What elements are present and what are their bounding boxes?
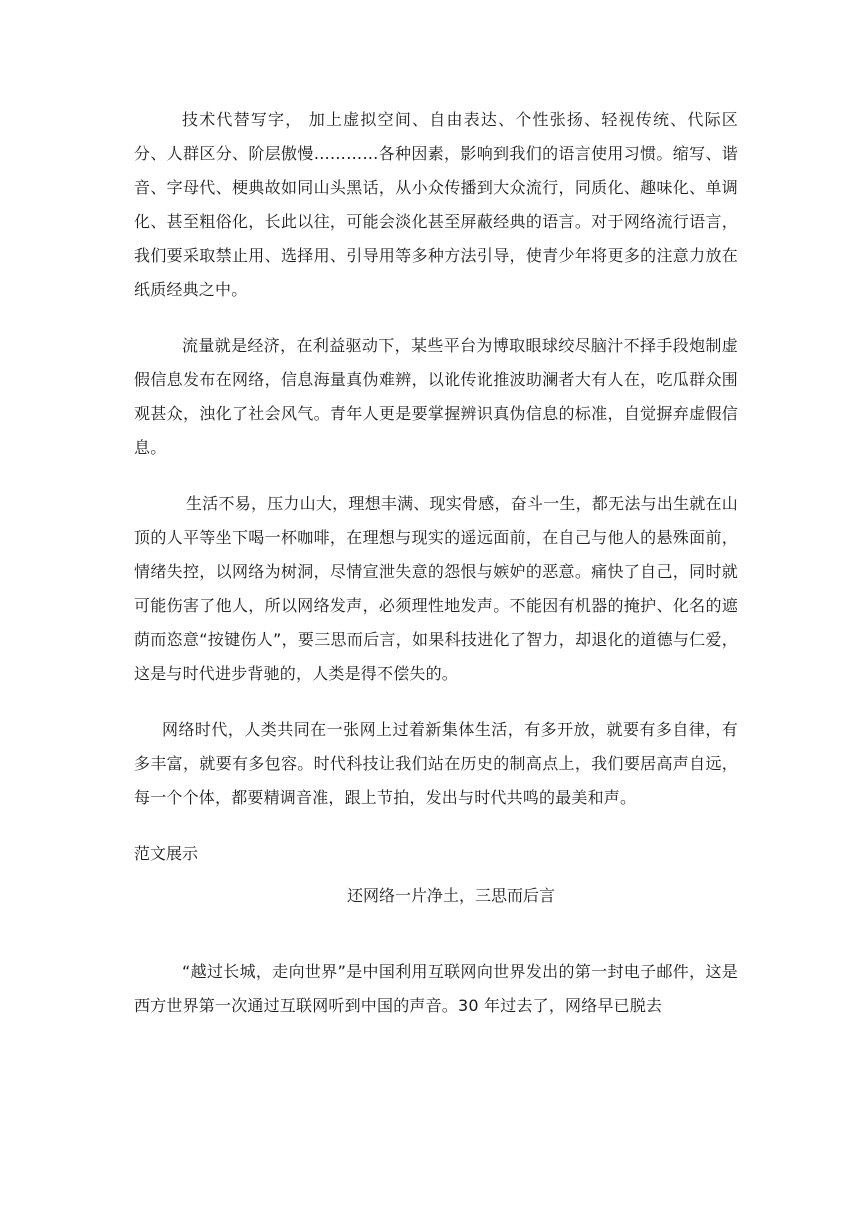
section-label: 范文展示	[134, 844, 199, 863]
paragraph-emotional-venting: 生活不易，压力山大，理想丰满、现实骨感，奋斗一生，都无法与出生就在山顶的人平等坐下喝一杯咖啡，在理想与现实的遥远面前，在自己与他人的悬殊面前，情绪失控，以网络为树洞，尽情宣泄失意的怨恨与嫉妒的恶意。痛快了自己，同时就可能伤害了他人，所以网络发声，必须理性地发声。不能因有机器的掩护、化名的遮荫而恣意“按键伤人”，要三思而后言，如果科技进化了智力，却退化的道德与仁爱，这是与时代进步背驰的，人类是得不偿失的。	[134, 494, 738, 683]
paragraph-self-discipline: 网络时代，人类共同在一张网上过着新集体生活，有多开放，就要有多自律，有多丰富，就要有多包容。时代科技让我们站在历史的制高点上，我们要居高声自远，每一个个体，都要精调音准，跟上节拍，发出与时代共鸣的最美和声。	[134, 720, 738, 807]
document-page	[134, 103, 738, 1023]
paragraph-false-information: 流量就是经济，在利益驱动下，某些平台为博取眼球绞尽脑汁不择手段炮制虚假信息发布在网络，信息海量真伪难辨，以讹传讹推波助澜者大有人在，吃瓜群众围观甚众，浊化了社会风气。青年人更是要掌握辨识真伪信息的标准，自觉摒弃虚假信息。	[134, 336, 738, 457]
paragraph-language-habits: 技术代替写字， 加上虚拟空间、自由表达、个性张扬、轻视传统、代际区分、人群区分、阶层傲慢…………各种因素，影响到我们的语言使用习惯。缩写、谐音、字母代、梗典故如同山头黑话，从小众传播到大众流行，同质化、趣味化、单调化、甚至粗俗化，长此以往，可能会淡化甚至屏蔽经典的语言。对于网络流行语言，我们要采取禁止用、选择用、引导用等多种方法引导，使青少年将更多的注意力放在纸质经典之中。	[134, 110, 738, 299]
essay-title: 还网络一片净土，三思而后言	[346, 886, 555, 905]
essay-opening-paragraph: “越过长城，走向世界”是中国利用互联网向世界发出的第一封电子邮件，这是西方世界第一次通过互联网听到中国的声音。30 年过去了，网络早已脱去	[134, 962, 738, 1015]
